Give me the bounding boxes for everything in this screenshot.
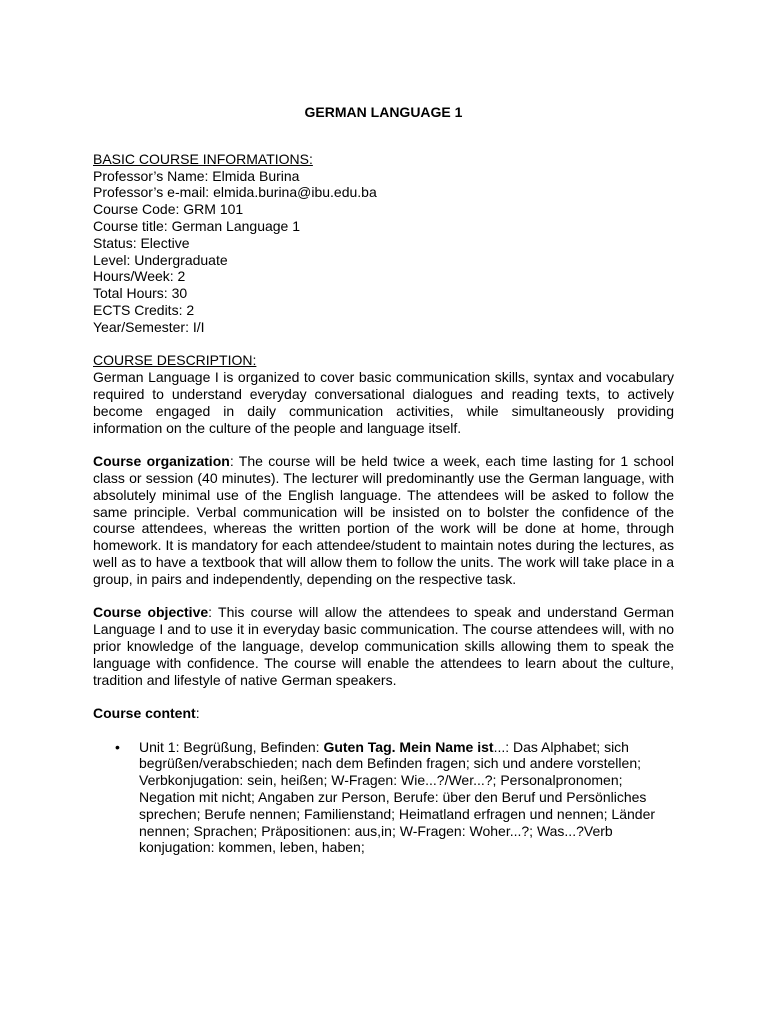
content-heading bbox=[93, 705, 674, 722]
spacer bbox=[93, 688, 674, 705]
objective-paragraph bbox=[93, 604, 674, 688]
organization-label: Course organization bbox=[93, 453, 230, 470]
content-colon: : bbox=[195, 705, 200, 722]
list-item bbox=[93, 739, 674, 857]
organization-paragraph bbox=[93, 453, 674, 587]
description-heading: COURSE DESCRIPTION: bbox=[93, 352, 257, 369]
description-text: German Language I is organized to cover basic communication skills, syntax and vocabulary required to understand everyday conversational dialogues and reading texts, to actively become engaged in daily communication activities, while simultaneously providing information on the culture of the people and language itself. bbox=[93, 369, 674, 436]
unit-prefix: Unit 1: Begrüßung, Befinden: bbox=[139, 738, 324, 755]
year-semester: Year/Semester: I/I bbox=[93, 318, 205, 335]
content-list bbox=[93, 739, 674, 857]
spacer bbox=[93, 336, 674, 353]
course-title: Course title: German Language 1 bbox=[93, 217, 301, 234]
bullet-icon: • bbox=[115, 738, 120, 755]
spacer bbox=[93, 436, 674, 453]
professor-name: Professor’s Name: Elmida Burina bbox=[93, 167, 300, 184]
course-level: Level: Undergraduate bbox=[93, 251, 228, 268]
total-hours: Total Hours: 30 bbox=[93, 285, 188, 302]
hours-per-week: Hours/Week: 2 bbox=[93, 268, 186, 285]
unit-bold-phrase: Guten Tag. Mein Name ist bbox=[323, 738, 494, 755]
objective-text: : This course will allow the attendees to speak and understand German Language I and to use it in everyday basic communication. The course attendees will, with no prior knowledge of the language, develop communication skills allowing them to speak the language with confidence. The course will enable the attendees to learn about the culture, tradition and lifestyle of native German speakers. bbox=[93, 604, 674, 688]
basic-info-heading: BASIC COURSE INFORMATIONS: bbox=[93, 150, 313, 167]
organization-text: : The course will be held twice a week, each time lasting for 1 school class or session (40 minutes). The lecturer will predominantly use the German language, with absolutely minimal use of the English language. The attendees will be asked to follow the same principle. Verbal communication will be insisted on to bolster the confidence of the course attendees, whereas the written portion of the work will be done at home, through homework. It is mandatory for each attendee/student to maintain notes during the lectures, as well as to have a textbook that will allow them to follow the units. The work will take place in a group, in pairs and independently, depending on the respective task. bbox=[93, 453, 674, 587]
ects-credits: ECTS Credits: 2 bbox=[93, 301, 195, 318]
unit-text: ...: Das Alphabet; sich begrüßen/verabschieden; nach dem Befinden fragen; sich und andere vorstellen; Verbkonjugation: sein, heißen; W-Fragen: Wie...?/Wer...?; Personalpronomen; Negation mit nicht; Angaben zur Person, Berufe: über den Beruf und Persönliches sprechen; Berufe nennen; Familienstand; Heimatland erfragen und nennen; Länder nennen; Sprachen; Präpositionen: aus,in; W-Fragen: Woher...?; Was...?Verb konjugation: kommen, leben, haben; bbox=[139, 738, 656, 856]
description-section bbox=[93, 352, 674, 436]
basic-info-section bbox=[93, 151, 674, 336]
professor-email: Professor’s e-mail: elmida.burina@ibu.edu.ba bbox=[93, 184, 377, 201]
course-status: Status: Elective bbox=[93, 234, 190, 251]
course-code: Course Code: GRM 101 bbox=[93, 201, 244, 218]
objective-label: Course objective bbox=[93, 604, 209, 621]
content-label: Course content bbox=[93, 705, 196, 722]
document-page bbox=[93, 104, 674, 856]
document-title: GERMAN LANGUAGE 1 bbox=[304, 104, 463, 120]
spacer bbox=[93, 588, 674, 605]
spacer bbox=[93, 722, 674, 739]
